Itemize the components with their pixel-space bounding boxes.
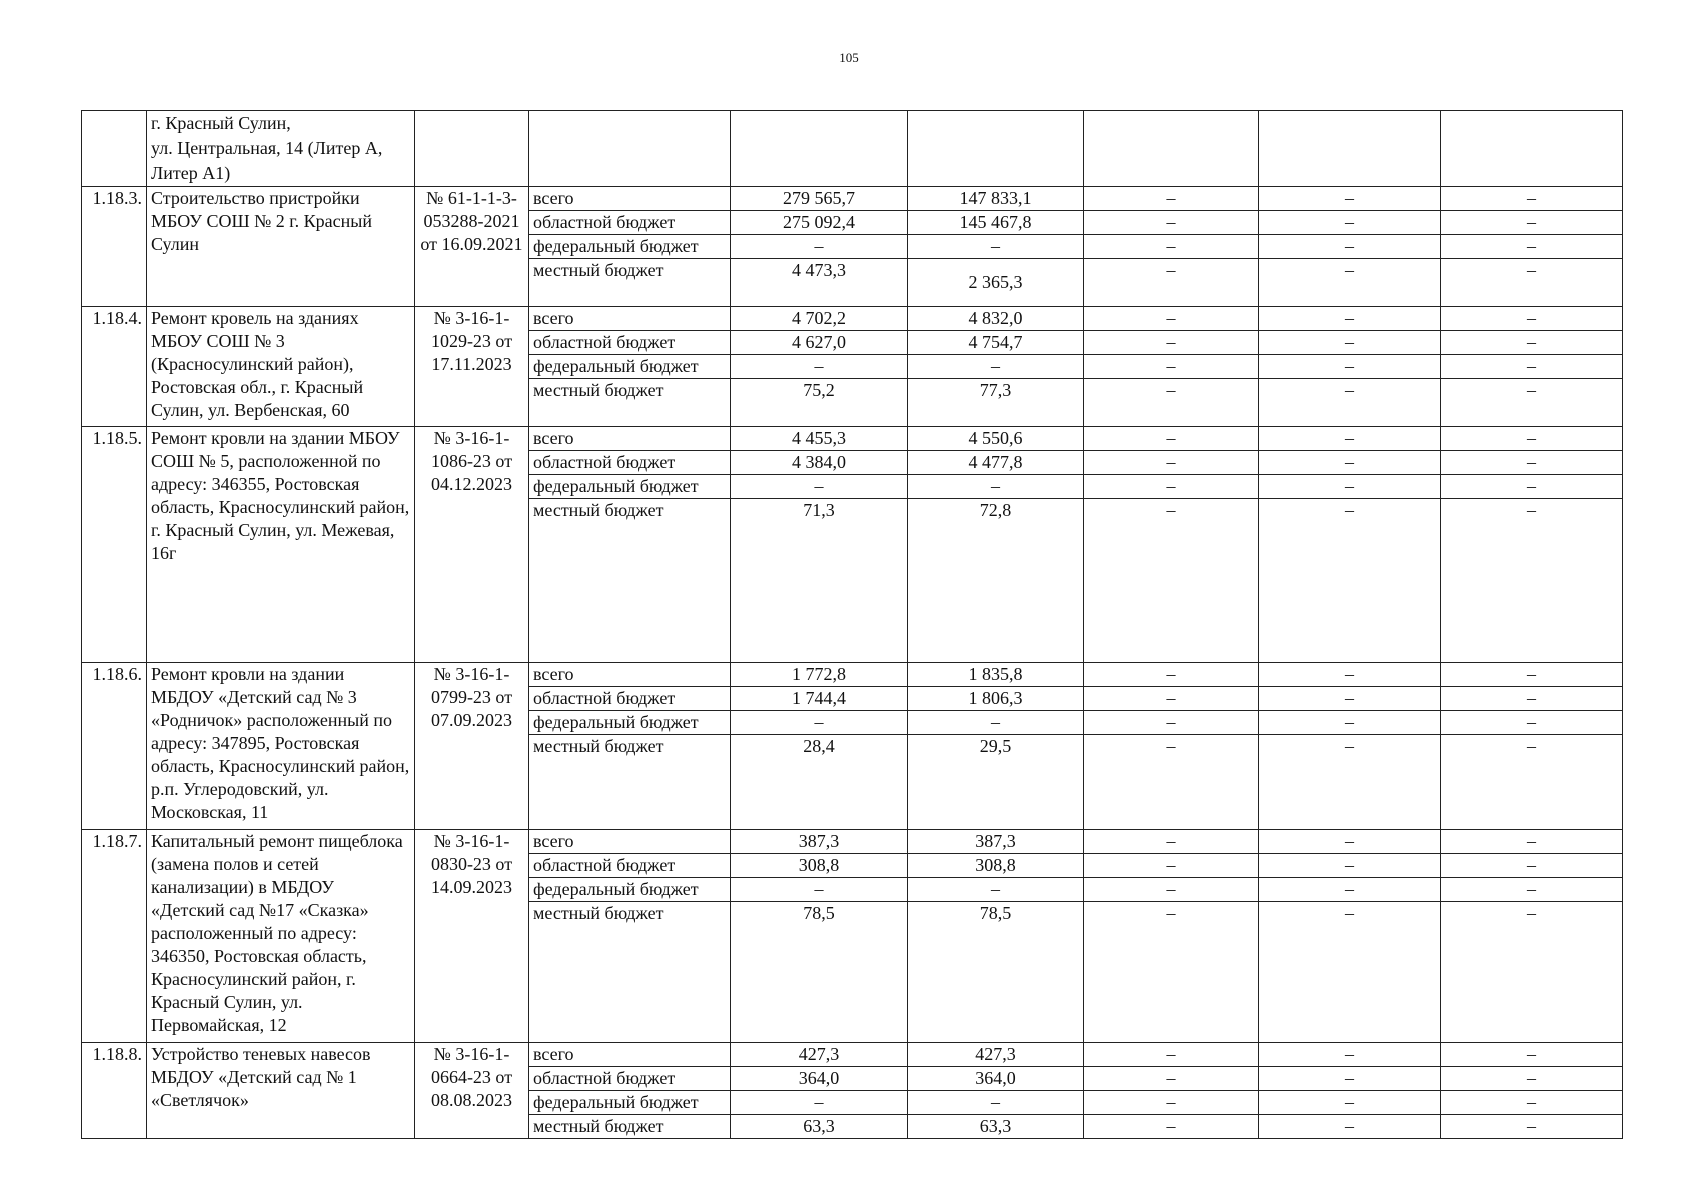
amount-cell: 1 806,3 [908, 687, 1084, 711]
dash-cell: – [1441, 187, 1623, 211]
funding-source: местный бюджет [529, 902, 731, 1043]
amount-cell: 4 832,0 [908, 307, 1084, 331]
amount-cell: 4 384,0 [731, 451, 908, 475]
amount-cell: 387,3 [731, 830, 908, 854]
dash-cell: – [1441, 735, 1623, 830]
dash-cell: – [1259, 187, 1441, 211]
dash-cell: – [1441, 878, 1623, 902]
dash-cell: – [1084, 830, 1259, 854]
dash-cell: – [1441, 235, 1623, 259]
dash-cell: – [1084, 499, 1259, 663]
dash-cell: – [1441, 379, 1623, 427]
dash-cell: – [1259, 687, 1441, 711]
object-name: Устройство теневых навесов МБДОУ «Детский сад № 1 «Светлячок» [147, 1043, 415, 1139]
dash-cell: – [1259, 830, 1441, 854]
permit-number: № 3-16-1-0664-23 от 08.08.2023 [415, 1043, 529, 1139]
dash-cell: – [1259, 475, 1441, 499]
dash-cell: – [1441, 499, 1623, 663]
dash-cell: – [1084, 663, 1259, 687]
funding-source: всего [529, 307, 731, 331]
amount-cell: – [908, 475, 1084, 499]
dash-cell: – [1084, 307, 1259, 331]
amount-cell: 1 835,8 [908, 663, 1084, 687]
dash-cell: – [1259, 663, 1441, 687]
continuation-address: г. Красный Сулин, ул. Центральная, 14 (Литер А, Литер А1) [151, 113, 383, 183]
table-row [82, 187, 1623, 211]
dash-cell: – [1084, 427, 1259, 451]
funding-source: местный бюджет [529, 735, 731, 830]
amount-cell: – [731, 355, 908, 379]
table-row [82, 663, 1623, 687]
permit-number: № 3-16-1-0799-23 от 07.09.2023 [415, 663, 529, 830]
funding-source: всего [529, 663, 731, 687]
row-code [82, 111, 147, 187]
object-name: Ремонт кровель на зданиях МБОУ СОШ № 3 (Красносулинский район), Ростовская обл., г. Красный Сулин, ул. Вербенская, 60 [147, 307, 415, 427]
funding-source: федеральный бюджет [529, 711, 731, 735]
dash-cell: – [1441, 663, 1623, 687]
amount-cell: – [731, 1091, 908, 1115]
dash-cell: – [1259, 427, 1441, 451]
amount-cell: 308,8 [908, 854, 1084, 878]
amount-cell: 427,3 [908, 1043, 1084, 1067]
table-row [82, 427, 1623, 451]
dash-cell: – [1084, 331, 1259, 355]
object-name [147, 111, 415, 187]
amount-cell: – [731, 235, 908, 259]
dash-cell: – [1441, 259, 1623, 307]
funding-source: федеральный бюджет [529, 475, 731, 499]
dash-cell: – [1084, 187, 1259, 211]
amount-cell: 387,3 [908, 830, 1084, 854]
dash-cell: – [1259, 259, 1441, 307]
dash-cell: – [1259, 211, 1441, 235]
amount-cell: 63,3 [908, 1115, 1084, 1139]
funding-source: местный бюджет [529, 499, 731, 663]
amount-cell: 78,5 [731, 902, 908, 1043]
amount-cell: 279 565,7 [731, 187, 908, 211]
row-code: 1.18.8. [82, 1043, 147, 1139]
amount-cell: – [731, 878, 908, 902]
amount-cell: 71,3 [731, 499, 908, 663]
dash-cell: – [1441, 451, 1623, 475]
dash-cell: – [1084, 379, 1259, 427]
dash-cell: – [1259, 711, 1441, 735]
page-number: 105 [839, 50, 859, 65]
permit-number: № 3-16-1-1029-23 от 17.11.2023 [415, 307, 529, 427]
budget-table [81, 110, 1623, 1139]
dash-cell: – [1259, 878, 1441, 902]
table-row [82, 1043, 1623, 1067]
object-name: Строительство пристройки МБОУ СОШ № 2 г. Красный Сулин [147, 187, 415, 307]
dash-cell: – [1084, 1091, 1259, 1115]
table-row [82, 307, 1623, 331]
dash-cell: – [1084, 211, 1259, 235]
amount-cell: 364,0 [908, 1067, 1084, 1091]
dash-cell: – [1441, 211, 1623, 235]
dash-cell: – [1259, 1043, 1441, 1067]
amount-cell: 4 455,3 [731, 427, 908, 451]
dash-cell: – [1084, 235, 1259, 259]
dash-cell: – [1084, 854, 1259, 878]
amount-cell: 63,3 [731, 1115, 908, 1139]
funding-source: областной бюджет [529, 687, 731, 711]
dash-cell: – [1084, 1043, 1259, 1067]
funding-source: всего [529, 187, 731, 211]
amount-cell: 145 467,8 [908, 211, 1084, 235]
amount-cell: – [731, 475, 908, 499]
dash-cell: – [1441, 475, 1623, 499]
dash-cell: – [1084, 451, 1259, 475]
dash-cell: – [1441, 854, 1623, 878]
dash-cell: – [1441, 1115, 1623, 1139]
dash-cell: – [1259, 235, 1441, 259]
amount-cell: 4 627,0 [731, 331, 908, 355]
amount-cell: 28,4 [731, 735, 908, 830]
dash-cell: – [1441, 902, 1623, 1043]
amount-cell: 78,5 [908, 902, 1084, 1043]
funding-source: федеральный бюджет [529, 235, 731, 259]
amount-cell: – [908, 711, 1084, 735]
funding-source: всего [529, 830, 731, 854]
dash-cell: – [1259, 307, 1441, 331]
amount-cell: – [908, 1091, 1084, 1115]
object-name: Ремонт кровли на здании МБОУ СОШ № 5, расположенной по адресу: 346355, Ростовская область, Красносулинский район, г. Красный Сулин, ул. Межевая, 16г [147, 427, 415, 663]
amount-cell: 1 744,4 [731, 687, 908, 711]
dash-cell: – [1441, 830, 1623, 854]
funding-source: областной бюджет [529, 854, 731, 878]
dash-cell: – [1259, 451, 1441, 475]
amount-cell: 275 092,4 [731, 211, 908, 235]
dash-cell: – [1259, 1067, 1441, 1091]
amount-cell: 4 477,8 [908, 451, 1084, 475]
amount-cell: – [908, 355, 1084, 379]
amount-cell: 72,8 [908, 499, 1084, 663]
dash-cell: – [1259, 854, 1441, 878]
dash-cell: – [1084, 711, 1259, 735]
dash-cell: – [1259, 379, 1441, 427]
dash-cell: – [1084, 902, 1259, 1043]
continuation-row [82, 111, 1623, 187]
amount-cell: 29,5 [908, 735, 1084, 830]
amount-cell: 1 772,8 [731, 663, 908, 687]
dash-cell: – [1441, 687, 1623, 711]
amount-cell: 364,0 [731, 1067, 908, 1091]
amount-cell: 4 550,6 [908, 427, 1084, 451]
row-code: 1.18.6. [82, 663, 147, 830]
funding-source: федеральный бюджет [529, 1091, 731, 1115]
amount-cell: 2 365,3 [908, 259, 1084, 307]
dash-cell: – [1084, 1115, 1259, 1139]
funding-source: федеральный бюджет [529, 878, 731, 902]
dash-cell: – [1441, 711, 1623, 735]
dash-cell: – [1259, 331, 1441, 355]
object-name: Капитальный ремонт пищеблока (замена полов и сетей канализации) в МБДОУ «Детский сад №17 «Сказка» расположенный по адресу: 346350, Ростовская область, Красносулинский район, г. Красный Сулин, ул. Первомайская, 12 [147, 830, 415, 1043]
dash-cell: – [1441, 1091, 1623, 1115]
table-row [82, 830, 1623, 854]
funding-source: областной бюджет [529, 451, 731, 475]
funding-source: местный бюджет [529, 379, 731, 427]
amount-cell: – [731, 711, 908, 735]
dash-cell: – [1084, 475, 1259, 499]
amount-cell: 4 754,7 [908, 331, 1084, 355]
dash-cell: – [1084, 878, 1259, 902]
amount-cell: 75,2 [731, 379, 908, 427]
funding-source: местный бюджет [529, 1115, 731, 1139]
amount-cell: – [908, 235, 1084, 259]
dash-cell: – [1259, 499, 1441, 663]
funding-source: местный бюджет [529, 259, 731, 307]
funding-source: областной бюджет [529, 1067, 731, 1091]
dash-cell: – [1259, 1115, 1441, 1139]
row-code: 1.18.4. [82, 307, 147, 427]
funding-source: всего [529, 1043, 731, 1067]
permit-number: № 3-16-1-0830-23 от 14.09.2023 [415, 830, 529, 1043]
dash-cell: – [1259, 355, 1441, 379]
dash-cell: – [1441, 307, 1623, 331]
dash-cell: – [1259, 902, 1441, 1043]
dash-cell: – [1084, 1067, 1259, 1091]
row-code: 1.18.3. [82, 187, 147, 307]
dash-cell: – [1259, 735, 1441, 830]
amount-cell: 4 473,3 [731, 259, 908, 307]
permit-number: № 3-16-1-1086-23 от 04.12.2023 [415, 427, 529, 663]
dash-cell: – [1441, 1067, 1623, 1091]
dash-cell: – [1084, 259, 1259, 307]
funding-source: областной бюджет [529, 331, 731, 355]
dash-cell: – [1084, 355, 1259, 379]
dash-cell: – [1084, 687, 1259, 711]
funding-source: областной бюджет [529, 211, 731, 235]
row-code: 1.18.7. [82, 830, 147, 1043]
amount-cell: 147 833,1 [908, 187, 1084, 211]
row-code: 1.18.5. [82, 427, 147, 663]
funding-source: федеральный бюджет [529, 355, 731, 379]
permit-number: № 61-1-1-3-053288-2021 от 16.09.2021 [415, 187, 529, 307]
amount-cell: 4 702,2 [731, 307, 908, 331]
amount-cell: – [908, 878, 1084, 902]
dash-cell: – [1084, 735, 1259, 830]
object-name: Ремонт кровли на здании МБДОУ «Детский сад № 3 «Родничок» расположенный по адресу: 347895, Ростовская область, Красносулинский район, р.п. Углеродовский, ул. Московская, 11 [147, 663, 415, 830]
funding-source: всего [529, 427, 731, 451]
dash-cell: – [1441, 355, 1623, 379]
dash-cell: – [1441, 1043, 1623, 1067]
amount-cell: 77,3 [908, 379, 1084, 427]
dash-cell: – [1441, 331, 1623, 355]
dash-cell: – [1259, 1091, 1441, 1115]
dash-cell: – [1441, 427, 1623, 451]
amount-cell: 427,3 [731, 1043, 908, 1067]
amount-cell: 308,8 [731, 854, 908, 878]
